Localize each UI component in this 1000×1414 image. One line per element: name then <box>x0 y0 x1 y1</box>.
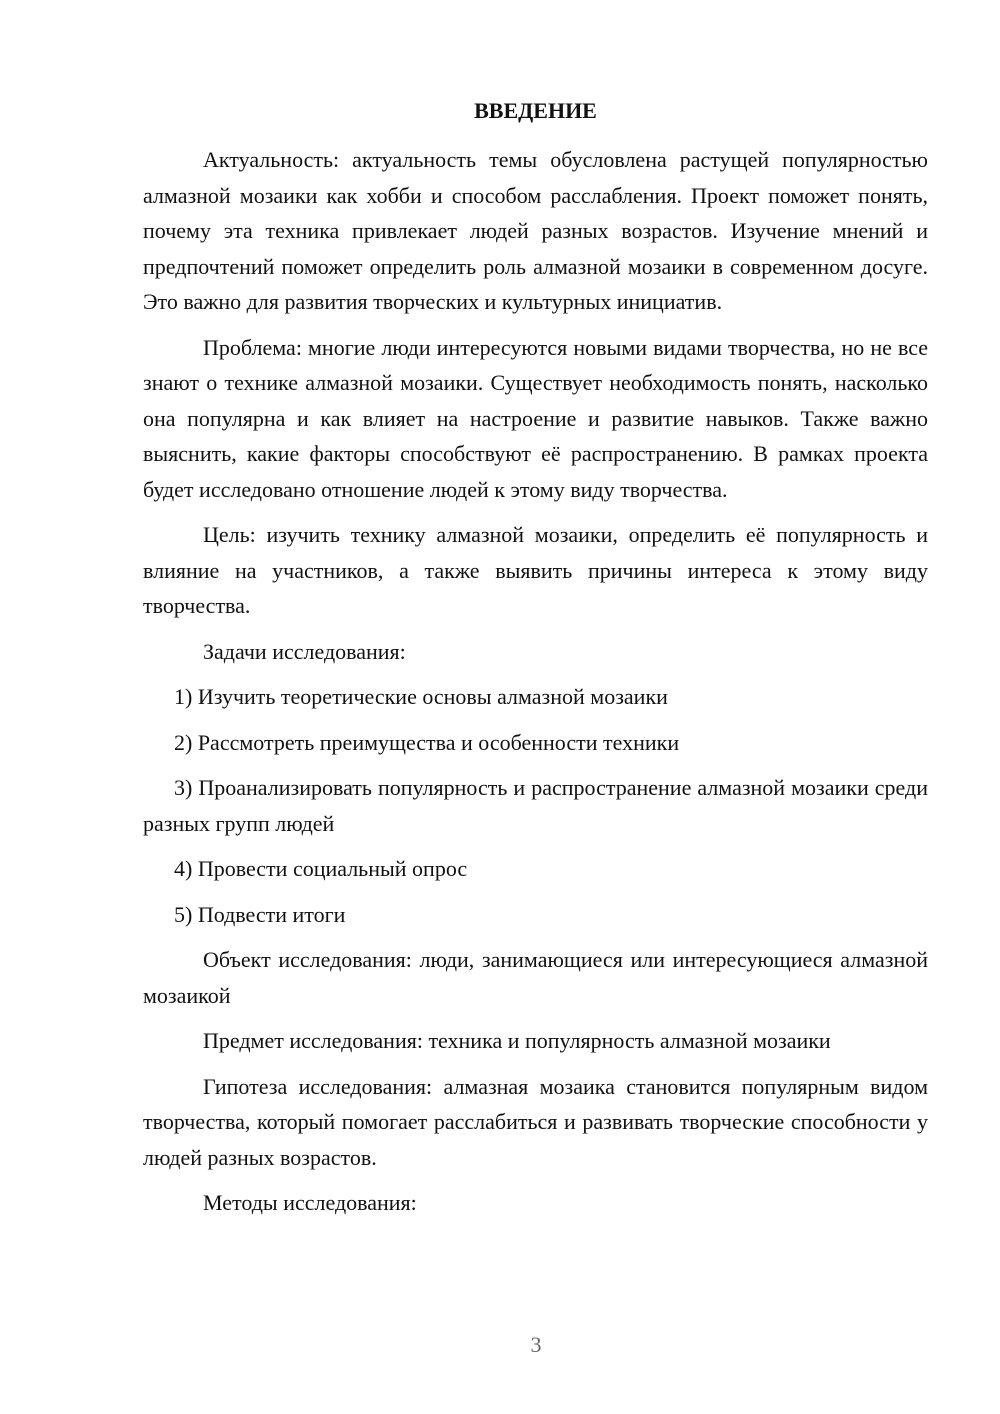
paragraph-hypothesis: Гипотеза исследования: алмазная мозаика становится популярным видом творчества, который помогает расслабиться и развивать творческие способности у людей разных возрастов. <box>143 1073 928 1170</box>
methods-heading: Методы исследования: <box>203 1190 417 1215</box>
page-number: 3 <box>530 1332 542 1357</box>
paragraph-relevance: Актуальность: актуальность темы обусловлена растущей популярностью алмазной мозаики как хобби и способом расслабления. Проект поможет понять, почему эта техника привлекает людей разных возрастов. Изучение мнений и предпочтений поможет определить роль алмазной мозаики в современном досуге. Это важно для развития творческих и культурных инициатив. <box>143 147 928 314</box>
list-item: 3) Проанализировать популярность и распространение алмазной мозаики среди разных групп людей <box>143 775 928 836</box>
tasks-list <box>143 679 928 932</box>
list-item: 5) Подвести итоги <box>174 901 346 927</box>
paragraph-goal: Цель: изучить технику алмазной мозаики, определить её популярность и влияние на участников, а также выявить причины интереса к этому виду творчества. <box>143 522 928 618</box>
paragraph-subject: Предмет исследования: техника и популярность алмазной мозаики <box>203 1028 831 1053</box>
page-content <box>143 93 928 1221</box>
paragraph-problem: Проблема: многие люди интересуются новыми видами творчества, но не все знают о технике алмазной мозаики. Существует необходимость понять, насколько она популярна и как влияет на настроение и развитие навыков. Также важно выяснить, какие факторы способствуют её распространению. В рамках проекта будет исследовано отношение людей к этому виду творчества. <box>143 334 928 502</box>
list-item: 2) Рассмотреть преимущества и особенности техники <box>174 729 680 755</box>
paragraph-object: Объект исследования: люди, занимающиеся или интересующиеся алмазной мозаикой <box>143 947 928 1008</box>
list-item: 4) Провести социальный опрос <box>174 856 468 881</box>
list-item: 1) Изучить теоретические основы алмазной мозаики <box>174 684 668 709</box>
page-title: ВВЕДЕНИЕ <box>474 98 597 123</box>
tasks-heading: Задачи исследования: <box>203 638 406 664</box>
